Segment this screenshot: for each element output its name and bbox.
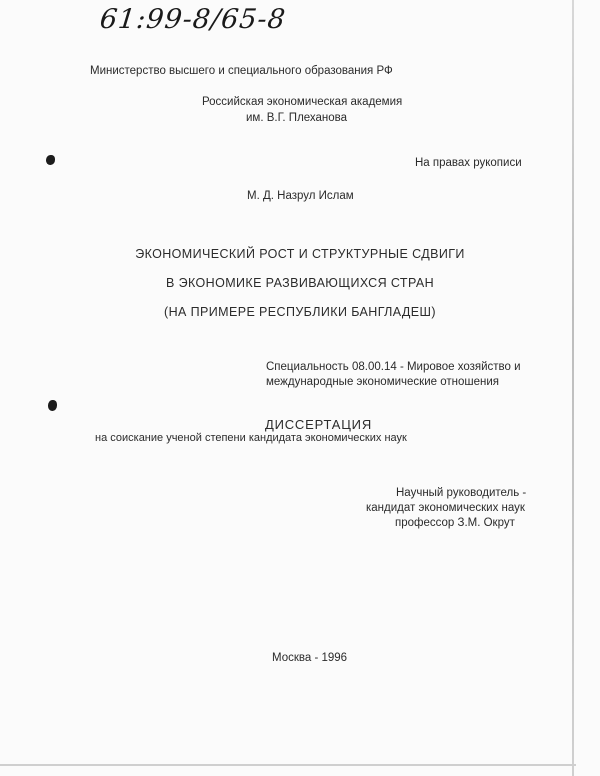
page-right-edge <box>572 0 574 776</box>
work-type-heading: ДИССЕРТАЦИЯ <box>265 417 373 432</box>
title-line-2: В ЭКОНОМИКЕ РАЗВИВАЮЩИХСЯ СТРАН <box>165 276 435 290</box>
handwritten-archive-number: 61:99-8/65-8 <box>98 4 288 35</box>
specialty-line-1: Специальность 08.00.14 - Мировое хозяйство и <box>266 361 521 373</box>
supervisor-role: Научный руководитель - <box>396 487 527 499</box>
supervisor-name: профессор З.М. Окрут <box>395 517 515 529</box>
city-year: Москва - 1996 <box>272 652 348 664</box>
ministry-name: Министерство высшего и специального образования РФ <box>90 65 393 77</box>
page-bottom-edge <box>0 764 576 766</box>
academy-name: Российская экономическая академия <box>202 96 403 108</box>
punch-hole-mark-bottom <box>48 400 57 411</box>
punch-hole-mark-top <box>46 155 55 165</box>
degree-purpose: на соискание ученой степени кандидата экономических наук <box>95 432 407 444</box>
supervisor-degree: кандидат экономических наук <box>366 502 525 514</box>
author-name: М. Д. Назрул Ислам <box>247 190 354 202</box>
academy-named-after: им. В.Г. Плеханова <box>246 112 348 124</box>
title-line-3: (НА ПРИМЕРЕ РЕСПУБЛИКИ БАНГЛАДЕШ) <box>164 305 436 319</box>
title-line-1: ЭКОНОМИЧЕСКИЙ РОСТ И СТРУКТУРНЫЕ СДВИГИ <box>135 247 465 261</box>
manuscript-rights-note: На правах рукописи <box>415 157 522 169</box>
specialty-line-2: международные экономические отношения <box>266 376 499 388</box>
